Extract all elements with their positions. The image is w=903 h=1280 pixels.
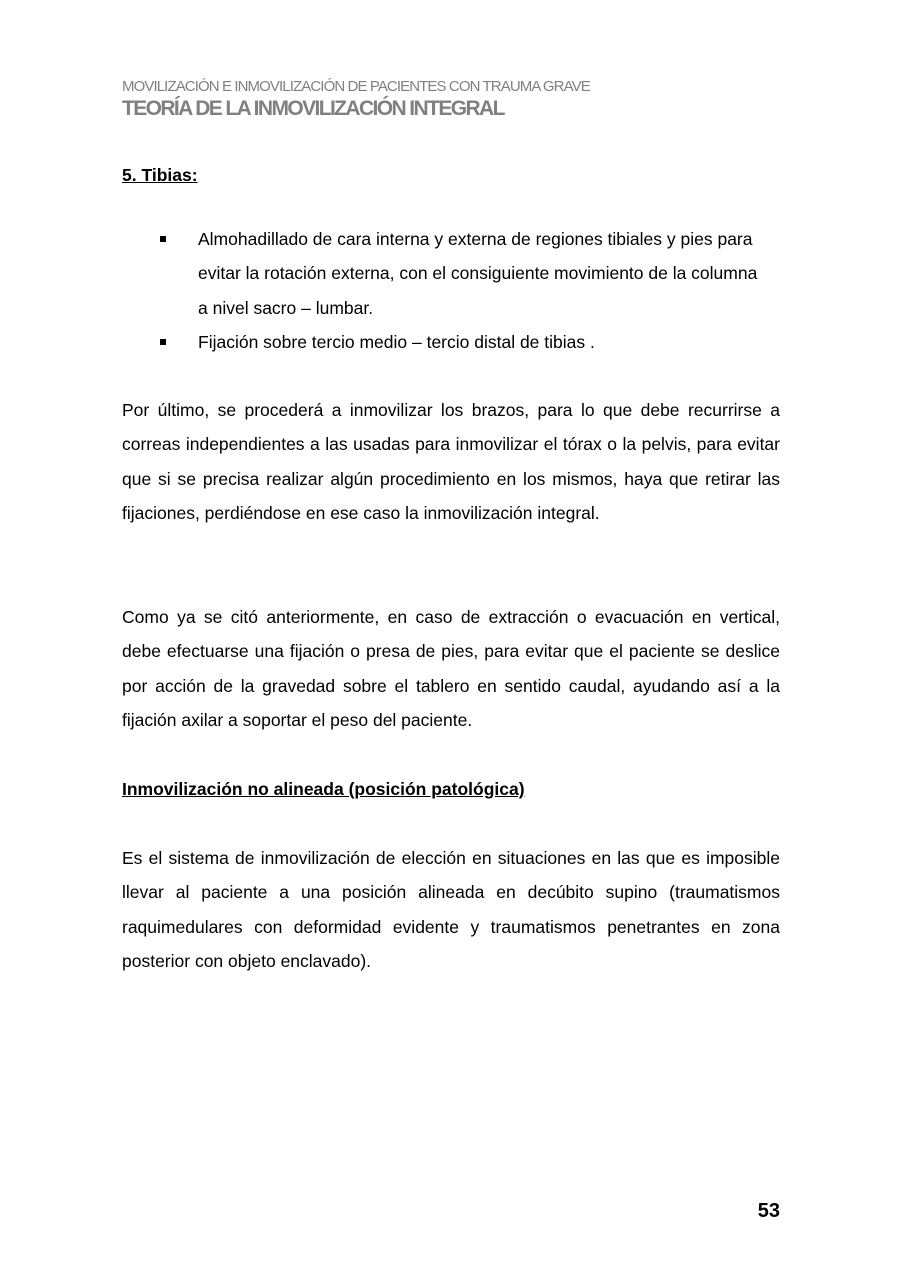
square-bullet-icon xyxy=(160,339,166,345)
bullet-list xyxy=(160,222,780,359)
paragraph-arms: Por último, se procederá a inmovilizar los brazos, para lo que debe recurrirse a correas independientes a las usadas para inmovilizar el tórax o la pelvis, para evitar que si se precisa realizar algún procedimiento en los mismos, haya que retirar las fijaciones, perdiéndose en ese caso la inmovilización integral. xyxy=(122,400,780,523)
square-bullet-icon xyxy=(160,236,166,242)
running-header-title: TEORÍA DE LA INMOVILIZACIÓN INTEGRAL xyxy=(122,97,504,120)
running-header-subtitle: MOVILIZACIÓN E INMOVILIZACIÓN DE PACIENTES CON TRAUMA GRAVE xyxy=(122,78,590,95)
list-item xyxy=(160,222,780,325)
subsection-heading: Inmovilización no alineada (posición patológica) xyxy=(122,779,525,799)
list-item-text: Almohadillado de cara interna y externa de regiones tibiales y pies para evitar la rotación externa, con el consiguiente movimiento de la columna a nivel sacro – lumbar. xyxy=(198,229,758,318)
paragraph-non-aligned: Es el sistema de inmovilización de elección en situaciones en las que es imposible llevar al paciente a una posición alineada en decúbito supino (traumatismos raquimedulares con deformidad evidente y traumatismos penetrantes en zona posterior con objeto enclavado). xyxy=(122,848,780,971)
section-heading: 5. Tibias: xyxy=(122,165,198,185)
list-item-text: Fijación sobre tercio medio – tercio distal de tibias . xyxy=(198,331,595,352)
page-number: 53 xyxy=(757,1200,780,1222)
list-item xyxy=(160,325,780,359)
paragraph-vertical-extraction: Como ya se citó anteriormente, en caso de extracción o evacuación en vertical, debe efectuarse una fijación o presa de pies, para evitar que el paciente se deslice por acción de la gravedad sobre el tablero en sentido caudal, ayudando así a la fijación axilar a soportar el peso del paciente. xyxy=(122,607,780,730)
